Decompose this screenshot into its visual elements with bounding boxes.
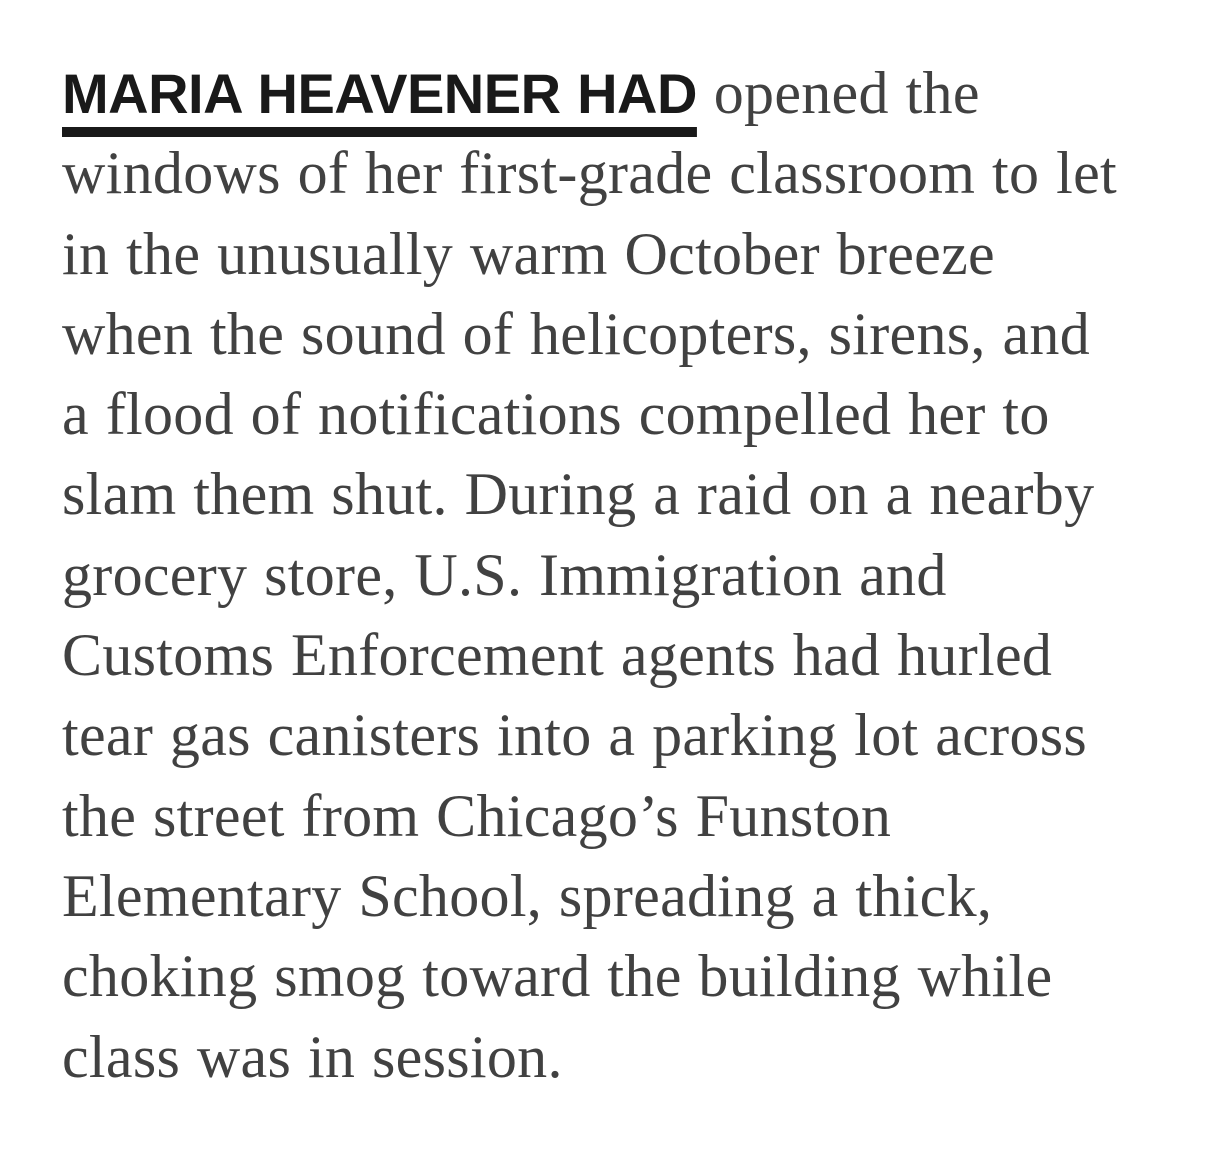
line-text: a flood of notifications compelled her to — [62, 381, 1050, 448]
line-text: slam them shut. During a raid on a nearby — [62, 461, 1095, 528]
lead-in-text: MARIA HEAVENER HAD — [62, 62, 697, 125]
line-text: tear gas canisters into a parking lot across — [62, 702, 1088, 769]
line-text: choking smog toward the building while — [62, 943, 1053, 1010]
line-text: windows of her first-grade classroom to let — [62, 140, 1117, 207]
line-text: Customs Enforcement agents had hurled — [62, 622, 1053, 689]
paragraph-line — [62, 53, 1206, 133]
article-paragraph — [62, 53, 1206, 1097]
line-text: Elementary School, spreading a thick, — [62, 862, 993, 929]
line-text: grocery store, U.S. Immigration and — [62, 541, 947, 608]
line-text: class was in session. — [62, 1023, 563, 1090]
line-text: in the unusually warm October breeze — [62, 220, 995, 287]
line-text: the street from Chicago’s Funston — [62, 782, 892, 849]
line-text: when the sound of helicopters, sirens, and — [62, 300, 1091, 367]
line-text: opened the — [696, 60, 980, 126]
